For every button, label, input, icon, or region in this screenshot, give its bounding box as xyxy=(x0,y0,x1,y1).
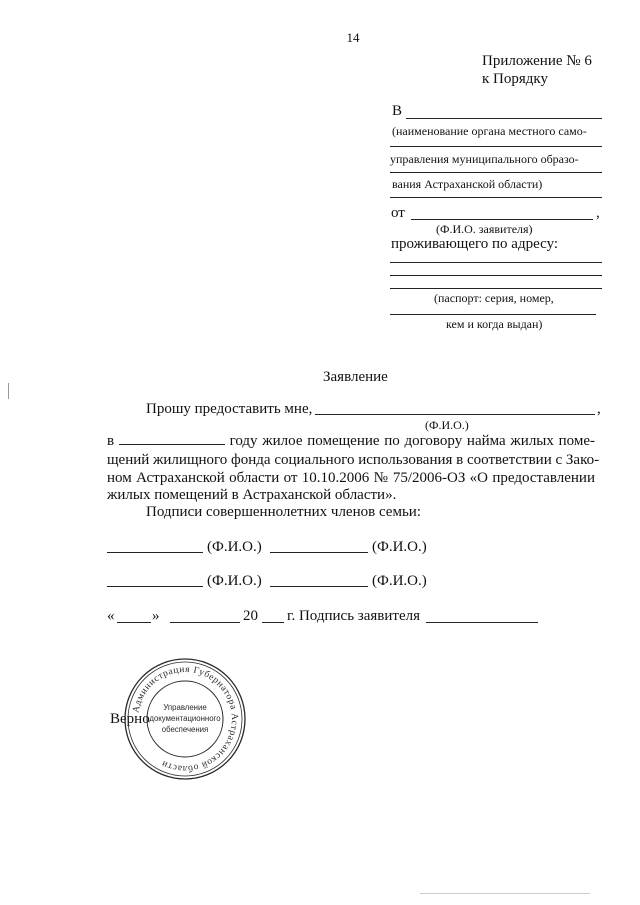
request-prefix: Прошу предоставить мне, xyxy=(146,401,313,417)
in-prefix: в xyxy=(107,433,115,449)
stamp-center-line-1: Управление xyxy=(163,703,207,712)
verno-label: Верно xyxy=(110,711,150,727)
issued-hint: кем и когда выдан) xyxy=(446,317,543,331)
family-line-2a[interactable] xyxy=(107,586,203,587)
stamp-seal xyxy=(123,657,247,781)
stamp-center-line-3: обеспечения xyxy=(161,725,209,734)
address-line-1[interactable] xyxy=(390,262,602,263)
authority-hint-1: (наименование органа местного само- xyxy=(392,124,587,138)
address-line-3[interactable] xyxy=(390,288,602,289)
residing-label: проживающего по адресу: xyxy=(391,236,559,252)
signature-label: г. Подпись заявителя xyxy=(287,608,420,624)
body-line-4: жилых помещений в Астраханской области». xyxy=(107,487,397,503)
page-number: 14 xyxy=(346,30,360,45)
family-fio-hint-1b: (Ф.И.О.) xyxy=(372,539,427,555)
body-line-3: ном Астраханской области от 10.10.2006 № 75/2006-ОЗ «О предоставлении xyxy=(107,470,595,486)
to-fill-line[interactable] xyxy=(406,118,602,119)
stamp-ring-text: Администрация Губернатора Астраханской области xyxy=(131,664,240,774)
from-prefix: от xyxy=(391,205,405,221)
family-signatures-label: Подписи совершеннолетних членов семьи: xyxy=(146,504,421,520)
to-prefix: В xyxy=(392,103,403,119)
request-comma: , xyxy=(597,401,601,417)
address-line-2[interactable] xyxy=(390,275,602,276)
official-stamp xyxy=(123,657,247,781)
body-line-1 xyxy=(107,432,595,450)
passport-hint: (паспорт: серия, номер, xyxy=(434,291,554,305)
passport-line[interactable] xyxy=(390,314,596,315)
from-comma: , xyxy=(596,205,600,221)
authority-fill-line-3[interactable] xyxy=(390,172,602,173)
stamp-center-line-2: документационного xyxy=(149,714,221,723)
request-fio-line[interactable] xyxy=(315,414,595,415)
family-line-2b[interactable] xyxy=(270,586,368,587)
applicant-fio-line[interactable] xyxy=(411,219,593,220)
document-title: Заявление xyxy=(323,369,388,385)
day-fill-line[interactable] xyxy=(117,622,151,623)
body-line-2: щений жилищного фонда социального использования в соответствии с Зако- xyxy=(107,452,600,468)
authority-fill-line-2[interactable] xyxy=(390,146,602,147)
scan-artifact-bottom xyxy=(420,893,590,894)
signature-fill-line[interactable] xyxy=(426,622,538,623)
authority-fill-line-4[interactable] xyxy=(390,197,602,198)
date-close-quote: » xyxy=(152,608,160,624)
request-fio-hint: (Ф.И.О.) xyxy=(425,418,469,432)
year-fill-line-short[interactable] xyxy=(262,622,284,623)
body-line-1-text: году жилое помещение по договору найма жилых поме- xyxy=(229,433,595,449)
month-fill-line[interactable] xyxy=(170,622,240,623)
appendix-label: Приложение № 6 xyxy=(482,53,592,69)
appendix-order-label: к Порядку xyxy=(482,71,548,87)
authority-hint-2: управления муниципального образо- xyxy=(390,152,579,166)
family-fio-hint-2a: (Ф.И.О.) xyxy=(207,573,262,589)
family-line-1b[interactable] xyxy=(270,552,368,553)
authority-hint-3: вания Астраханской области) xyxy=(392,177,543,191)
family-line-1a[interactable] xyxy=(107,552,203,553)
applicant-fio-hint: (Ф.И.О. заявителя) xyxy=(436,222,533,236)
scan-artifact-left xyxy=(8,383,9,399)
year-fill-line[interactable] xyxy=(119,432,225,445)
date-open-quote: « xyxy=(107,608,115,624)
family-fio-hint-1a: (Ф.И.О.) xyxy=(207,539,262,555)
family-fio-hint-2b: (Ф.И.О.) xyxy=(372,573,427,589)
year-prefix: 20 xyxy=(243,608,258,624)
